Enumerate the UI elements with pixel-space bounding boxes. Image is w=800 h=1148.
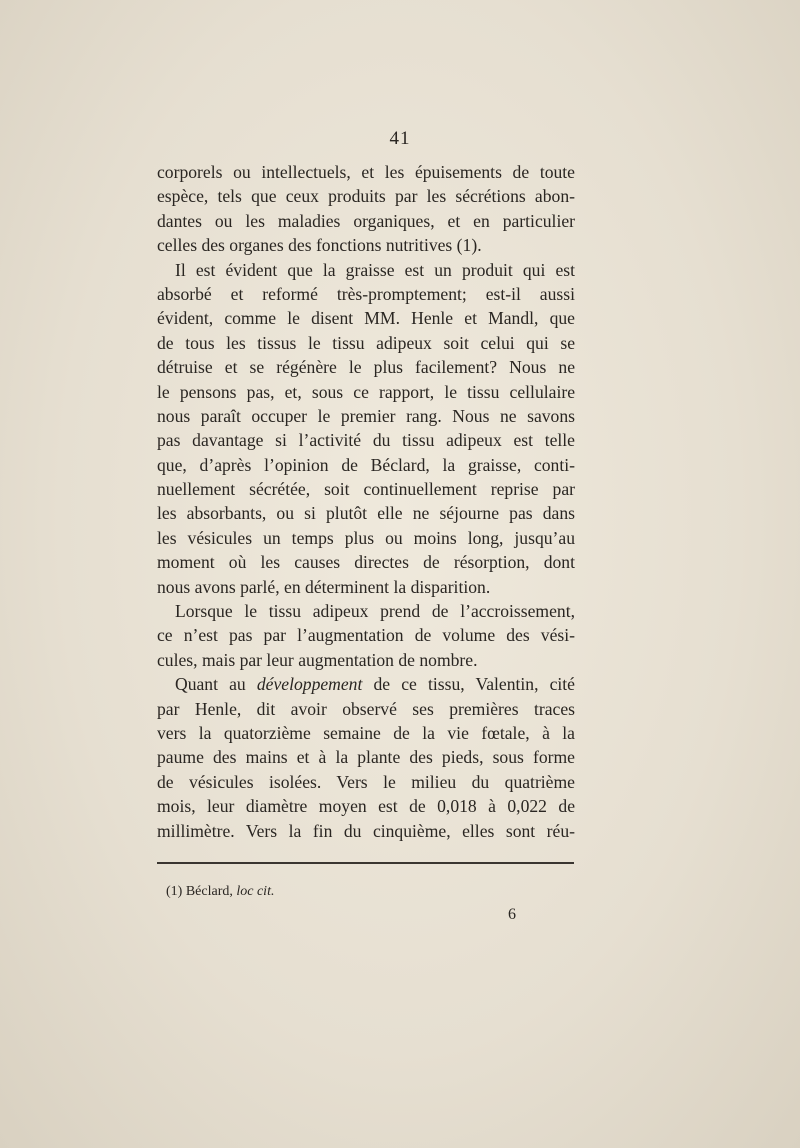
text-line: celles des organes des fonctions nutritives (1). <box>157 235 482 256</box>
text-line: les vésicules un temps plus ou moins long, jusqu’au <box>157 527 575 548</box>
footnote-text: (1) Béclard, <box>166 884 237 899</box>
text-line: dantes ou les maladies organiques, et en particulier <box>157 210 575 231</box>
text-fragment: de ce tissu, Valentin, cité <box>362 674 575 695</box>
text-line: Il est évident que la graisse est un produit qui est <box>175 259 575 280</box>
text-line: de tous les tissus le tissu adipeux soit celui qui se <box>157 332 575 353</box>
italic-term: développement <box>256 674 363 695</box>
text-line: espèce, tels que ceux produits par les sécrétions abon- <box>157 186 575 207</box>
text-line: millimètre. Vers la fin du cinquième, elles sont réu- <box>157 820 575 841</box>
text-line: corporels ou intellectuels, et les épuisements de toute <box>157 162 575 182</box>
text-line: absorbé et reformé très-promptement; est-il aussi <box>157 283 575 304</box>
text-line: cules, mais par leur augmentation de nombre. <box>157 649 478 670</box>
footnote <box>166 884 274 900</box>
text-line: moment où les causes directes de résorption, dont <box>157 552 575 573</box>
text-line: le pensons pas, et, sous ce rapport, le tissu cellulaire <box>157 381 575 402</box>
text-line: Lorsque le tissu adipeux prend de l’accroissement, <box>175 601 575 622</box>
text-line: par Henle, dit avoir observé ses premières traces <box>157 698 575 719</box>
text-line: nuellement sécrétée, soit continuellement reprise par <box>157 479 575 500</box>
text-line <box>157 672 575 696</box>
text-line: de vésicules isolées. Vers le milieu du quatrième <box>157 771 575 792</box>
text-line: vers la quatorzième semaine de la vie fœtale, à la <box>157 722 575 743</box>
signature-mark: 6 <box>508 906 516 923</box>
text-line: détruise et se régénère le plus facilement? Nous ne <box>157 357 575 378</box>
text-line: ce n’est pas par l’augmentation de volume des vési- <box>157 625 575 646</box>
text-line: paume des mains et à la plante des pieds, sous forme <box>157 747 575 768</box>
text-line: nous paraît occuper le premier rang. Nous ne savons <box>157 405 575 426</box>
body-text <box>157 160 575 843</box>
footnote-rule <box>157 862 574 864</box>
text-line: pas davantage si l’activité du tissu adipeux est telle <box>157 430 575 451</box>
text-line: que, d’après l’opinion de Béclard, la graisse, conti- <box>157 454 575 475</box>
page-number: 41 <box>389 128 411 149</box>
footnote-italic: loc cit. <box>236 884 275 899</box>
text-line: mois, leur diamètre moyen est de 0,018 à 0,022 de <box>157 796 575 817</box>
text-line: nous avons parlé, en déterminent la disparition. <box>157 576 491 597</box>
text-line: évident, comme le disent MM. Henle et Mandl, que <box>157 308 575 329</box>
text-fragment: Quant au <box>175 674 257 695</box>
text-line: les absorbants, ou si plutôt elle ne séjourne pas dans <box>157 503 575 524</box>
